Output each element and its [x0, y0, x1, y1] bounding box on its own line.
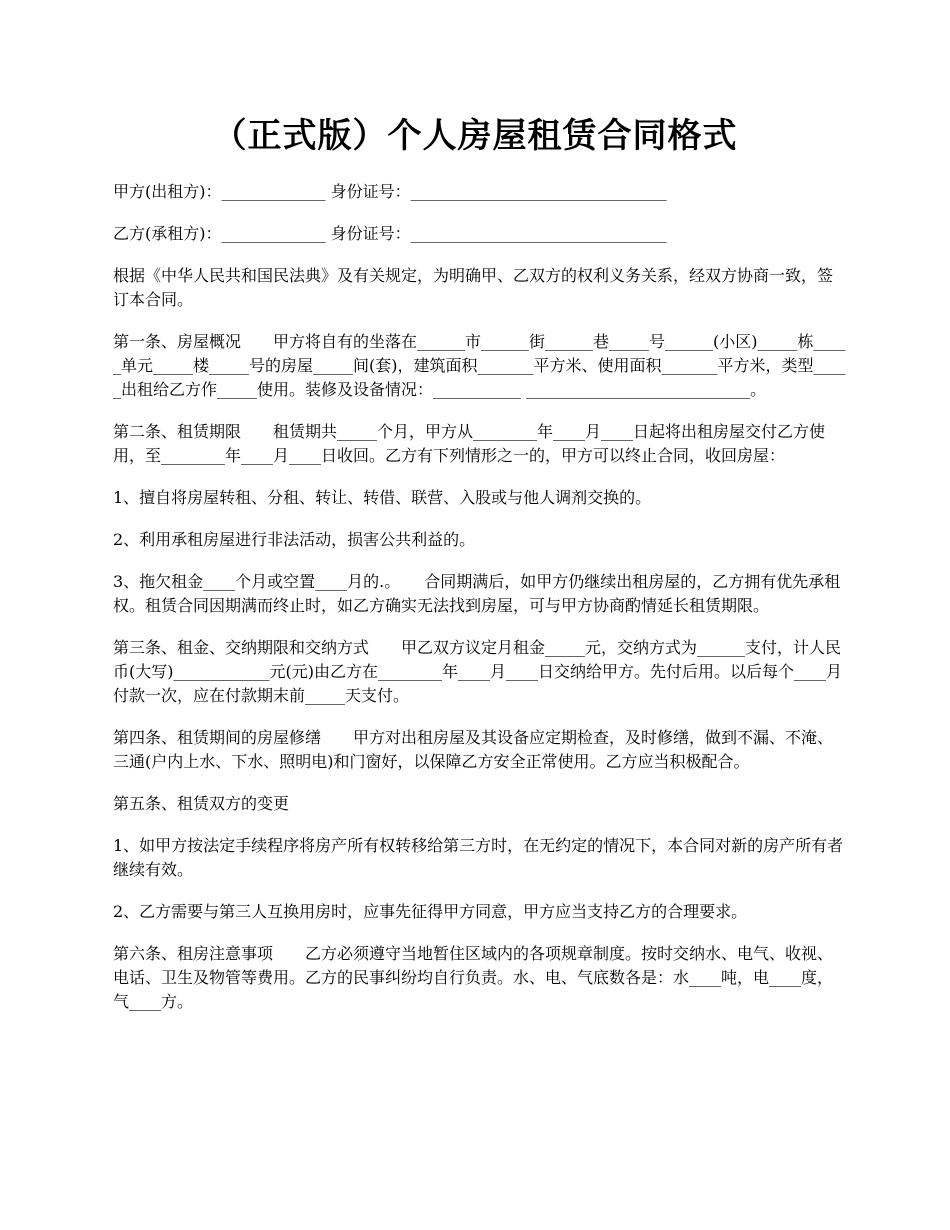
article-4-repairs: 第四条、租赁期间的房屋修缮 甲方对出租房屋及其设备应定期检查，及时修缮，做到不漏、不淹、三通(户内上水、下水、照明电)和门窗好，以保障乙方安全正常使用。乙方应当积极配合。	[113, 728, 834, 771]
article-2-clause-1: 1、擅自将房屋转租、分租、转让、转借、联营、入股或与他人调剂交换的。	[113, 488, 652, 507]
party-b-line: 乙方(承租方)：_____________ 身份证号：________________________________	[113, 224, 667, 243]
article-2-lease-term: 第二条、租赁期限 租赁期共_____个月，甲方从________年____月____日起将出租房屋交付乙方使用，至________年____月____日收回。乙方有下列情形之一的，甲方可以终止合同，收回房屋：	[113, 422, 826, 465]
document-title: （正式版）个人房屋租赁合同格式	[212, 116, 738, 156]
article-5-heading: 第五条、租赁双方的变更	[113, 794, 290, 813]
article-3-rent-payment: 第三条、租金、交纳期限和交纳方式 甲乙双方议定月租金_____元，交纳方式为______支付，计人民币(大写)____________元(元)由乙方在________年____月____日交纳给甲方。先付后用。以后每个____月付款一次，应在付款期末前_____天支付。	[113, 638, 842, 705]
party-a-line: 甲方(出租方)：_____________ 身份证号：________________________________	[113, 182, 667, 201]
article-2-clause-2: 2、利用承租房屋进行非法活动，损害公共利益的。	[113, 530, 476, 549]
preamble-paragraph: 根据《中华人民共和国民法典》及有关规定，为明确甲、乙双方的权利义务关系，经双方协商一致，签订本合同。	[113, 266, 834, 309]
article-6-rental-notes: 第六条、租房注意事项 乙方必须遵守当地暂住区域内的各项规章制度。按时交纳水、电气、收视、电话、卫生及物管等费用。乙方的民事纠纷均自行负责。水、电、气底数各是：水____吨，电____度，气____方。	[113, 944, 834, 1011]
article-5-clause-1: 1、如甲方按法定手续程序将房产所有权转移给第三方时，在无约定的情况下，本合同对新的房产所有者继续有效。	[113, 836, 844, 879]
article-1-property-overview: 第一条、房屋概况 甲方将自有的坐落在______市______街______巷_____号______(小区)_____栋_____单元_____楼_____号的房屋_____间(套)，建筑面积_______平方米、使用面积_______平方米，类型_____出租给乙方作_____使用。装修及设备情况：___________ ____________________________。	[113, 332, 846, 399]
article-2-clause-3: 3、拖欠租金____个月或空置____月的.。 合同期满后，如甲方仍继续出租房屋的，乙方拥有优先承租权。租赁合同因期满而终止时，如乙方确实无法找到房屋，可与甲方协商酌情延长租赁期限。	[113, 572, 841, 615]
article-5-clause-2: 2、乙方需要与第三人互换用房时，应事先征得甲方同意，甲方应当支持乙方的合理要求。	[113, 902, 748, 921]
document-body	[113, 180, 846, 1032]
